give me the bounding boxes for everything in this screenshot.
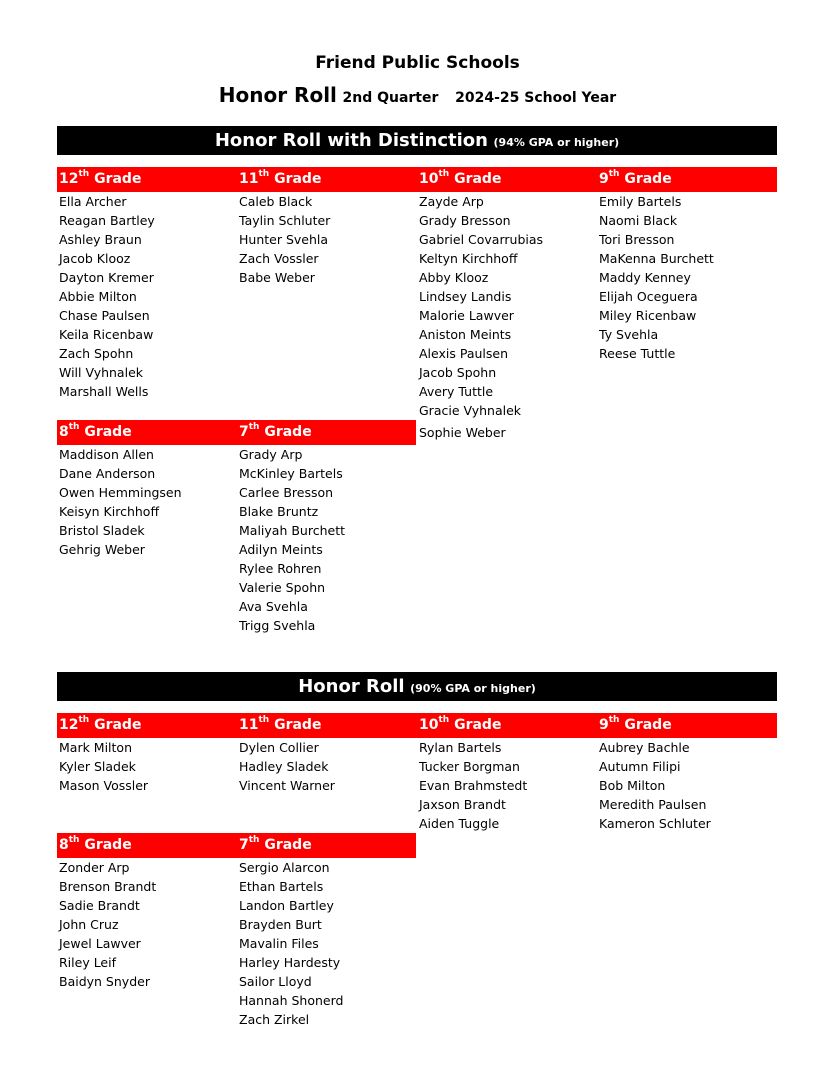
student-list (239, 858, 343, 1029)
student-list (239, 192, 330, 287)
student-name: Avery Tuttle (419, 384, 494, 399)
grade-header (599, 713, 672, 738)
grade-number: 11 (239, 171, 259, 187)
student-name: Riley Leif (59, 955, 117, 970)
student-name: Jewel Lawver (59, 936, 141, 951)
student-name: Lindsey Landis (419, 289, 512, 304)
student-list (239, 738, 335, 795)
student-name: Hadley Sladek (239, 759, 329, 774)
grade-suffix: th (258, 715, 270, 726)
student-name: Owen Hemmingsen (59, 485, 182, 500)
grade-suffix: th (248, 422, 260, 433)
grade-suffix: th (78, 715, 90, 726)
title-quarter: 2nd Quarter (342, 90, 439, 106)
student-name: Aubrey Bachle (599, 740, 690, 755)
grade-label: Grade (274, 717, 322, 733)
student-name: Hannah Shonerd (239, 993, 344, 1008)
distinction-note: (94% GPA or higher) (493, 136, 620, 149)
distinction-title: Honor Roll with Distinction (214, 130, 488, 151)
student-name: Ava Svehla (239, 599, 308, 614)
student-name: Mark Milton (59, 740, 132, 755)
student-name: Ella Archer (59, 194, 127, 209)
grade-header (59, 167, 141, 192)
student-name: Abbie Milton (59, 289, 137, 304)
grade-number: 7 (239, 837, 249, 853)
student-name: Alexis Paulsen (419, 346, 509, 361)
honor-roll-title: Honor Roll (298, 676, 405, 697)
student-name: Vincent Warner (239, 778, 335, 793)
student-name: Sailor Lloyd (239, 974, 312, 989)
student-name: Chase Paulsen (59, 308, 150, 323)
student-name: Sadie Brandt (59, 898, 140, 913)
student-name: Valerie Spohn (239, 580, 326, 595)
student-name: Zach Vossler (239, 251, 319, 266)
student-name: Jacob Klooz (59, 251, 131, 266)
student-name: Dylen Collier (239, 740, 319, 755)
grade-number: 10 (419, 171, 439, 187)
student-name: Brayden Burt (239, 917, 322, 932)
student-name: Tori Bresson (599, 232, 675, 247)
distinction-section-header (57, 126, 777, 155)
student-name: Evan Brahmstedt (419, 778, 528, 793)
student-name: Ty Svehla (599, 327, 659, 342)
grade-suffix: th (248, 835, 260, 846)
student-list (59, 738, 148, 795)
grade-suffix: th (438, 715, 450, 726)
grade-label: Grade (274, 171, 322, 187)
student-name: Kameron Schluter (599, 816, 711, 831)
grade-label: Grade (454, 171, 502, 187)
student-list (59, 192, 155, 401)
student-name: Aniston Meints (419, 327, 512, 342)
grade-header (419, 167, 501, 192)
student-list (599, 192, 714, 363)
grade-header (239, 713, 321, 738)
student-name: Keisyn Kirchhoff (59, 504, 160, 519)
grade-suffix: th (608, 715, 620, 726)
student-name: Grady Bresson (419, 213, 511, 228)
grade-label: Grade (94, 717, 142, 733)
student-name: Brenson Brandt (59, 879, 157, 894)
grade-number: 9 (599, 171, 609, 187)
grade-label: Grade (94, 171, 142, 187)
student-name: Gracie Vyhnalek (419, 403, 522, 418)
grade-suffix: th (438, 169, 450, 180)
grade-header (59, 420, 132, 445)
grade-label: Grade (624, 171, 672, 187)
grade-header (239, 167, 321, 192)
grade-header (59, 713, 141, 738)
honor-roll-section-header (57, 672, 777, 701)
student-name: Reagan Bartley (59, 213, 155, 228)
student-name: Adilyn Meints (239, 542, 323, 557)
grade-suffix: th (258, 169, 270, 180)
student-name: Emily Bartels (599, 194, 682, 209)
student-name: Hunter Svehla (239, 232, 329, 247)
grade-header (59, 833, 132, 858)
student-name: MaKenna Burchett (599, 251, 714, 266)
grade-label: Grade (84, 424, 132, 440)
student-name: Keltyn Kirchhoff (419, 251, 518, 266)
student-name: Sophie Weber (419, 425, 506, 440)
student-name: Landon Bartley (239, 898, 334, 913)
student-name: Jacob Spohn (419, 365, 497, 380)
student-name: Gehrig Weber (59, 542, 145, 557)
grade-label: Grade (454, 717, 502, 733)
student-name: Jaxson Brandt (419, 797, 506, 812)
grade-suffix: th (68, 835, 80, 846)
student-list (599, 738, 711, 833)
student-name: Taylin Schluter (239, 213, 331, 228)
student-name: Gabriel Covarrubias (419, 232, 544, 247)
student-name: Baidyn Snyder (59, 974, 150, 989)
student-name: Marshall Wells (59, 384, 149, 399)
student-name: Zach Spohn (59, 346, 134, 361)
grade-suffix: th (68, 422, 80, 433)
student-name: Rylee Rohren (239, 561, 322, 576)
student-name: Kyler Sladek (59, 759, 136, 774)
grade-number: 9 (599, 717, 609, 733)
student-name: Abby Klooz (419, 270, 489, 285)
grade-number: 10 (419, 717, 439, 733)
student-name: Keila Ricenbaw (59, 327, 154, 342)
student-name: Zonder Arp (59, 860, 130, 875)
student-list (59, 858, 156, 991)
student-list (419, 192, 543, 442)
student-name: Dayton Kremer (59, 270, 154, 285)
grade-suffix: th (608, 169, 620, 180)
student-name: Autumn Filipi (599, 759, 681, 774)
student-list (59, 445, 182, 559)
student-name: Elijah Oceguera (599, 289, 698, 304)
school-name: Friend Public Schools (315, 53, 520, 73)
student-name: Bristol Sladek (59, 523, 145, 538)
student-name: Maddison Allen (59, 447, 154, 462)
student-name: Tucker Borgman (419, 759, 520, 774)
student-name: Reese Tuttle (599, 346, 676, 361)
student-name: Grady Arp (239, 447, 303, 462)
grade-header (239, 833, 312, 858)
student-name: Sergio Alarcon (239, 860, 330, 875)
student-list (239, 445, 345, 635)
grade-header (239, 420, 312, 445)
grade-suffix: th (78, 169, 90, 180)
student-name: Zach Zirkel (239, 1012, 310, 1027)
grade-label: Grade (264, 424, 312, 440)
student-name: Caleb Black (239, 194, 313, 209)
student-name: Mason Vossler (59, 778, 149, 793)
student-name: Maliyah Burchett (239, 523, 345, 538)
student-name: Meredith Paulsen (599, 797, 707, 812)
student-name: Carlee Bresson (239, 485, 334, 500)
student-name: McKinley Bartels (239, 466, 343, 481)
student-name: Miley Ricenbaw (599, 308, 697, 323)
grade-label: Grade (84, 837, 132, 853)
student-name: Maddy Kenney (599, 270, 691, 285)
student-name: Dane Anderson (59, 466, 156, 481)
honor-roll-note: (90% GPA or higher) (410, 682, 536, 695)
grade-number: 12 (59, 717, 79, 733)
student-name: Blake Bruntz (239, 504, 319, 519)
grade-number: 8 (59, 837, 69, 853)
grade-header (419, 713, 501, 738)
student-name: Zayde Arp (419, 194, 484, 209)
student-name: Ashley Braun (59, 232, 142, 247)
student-name: Aiden Tuggle (419, 816, 500, 831)
student-name: Ethan Bartels (239, 879, 324, 894)
student-name: Malorie Lawver (419, 308, 514, 323)
grade-label: Grade (624, 717, 672, 733)
grade-label: Grade (264, 837, 312, 853)
student-name: Will Vyhnalek (59, 365, 143, 380)
student-name: John Cruz (59, 917, 119, 932)
student-name: Naomi Black (599, 213, 678, 228)
grade-number: 7 (239, 424, 249, 440)
student-name: Babe Weber (239, 270, 315, 285)
student-name: Mavalin Files (239, 936, 319, 951)
grade-number: 11 (239, 717, 259, 733)
page-title (0, 83, 835, 107)
student-list (419, 738, 527, 833)
title-year: 2024-25 School Year (455, 90, 617, 106)
grade-header (599, 167, 672, 192)
grade-number: 12 (59, 171, 79, 187)
grade-number: 8 (59, 424, 69, 440)
student-name: Bob Milton (599, 778, 666, 793)
title-honor-roll: Honor Roll (218, 83, 337, 107)
student-name: Trigg Svehla (239, 618, 316, 633)
student-name: Harley Hardesty (239, 955, 341, 970)
student-name: Rylan Bartels (419, 740, 502, 755)
